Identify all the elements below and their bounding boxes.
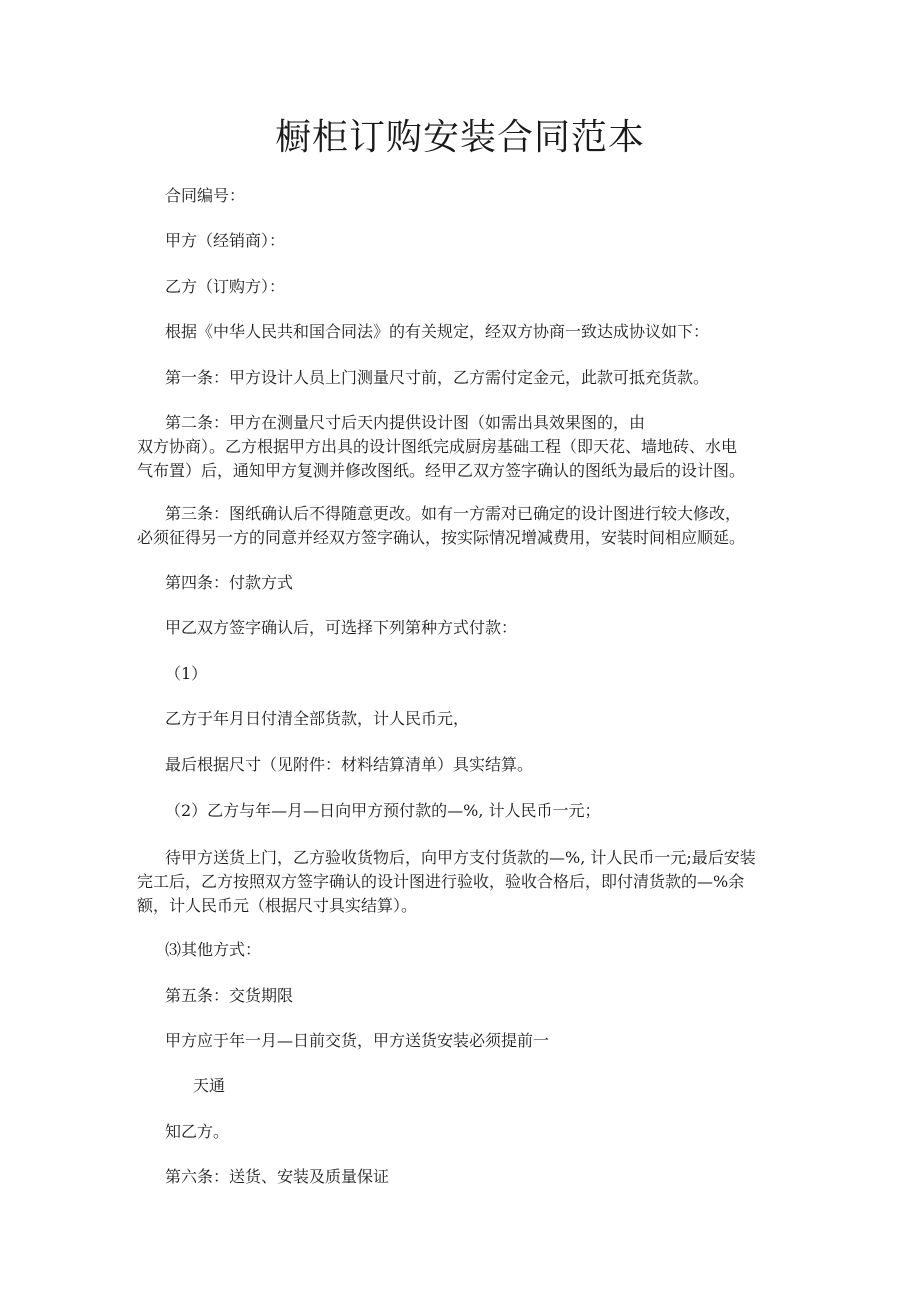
article-5-line-1: 甲方应于年一月—日前交货，甲方送货安装必须提前一: [165, 1031, 550, 1050]
option-1-line-2: 最后根据尺寸（见附件：材料结算清单）具实结算。: [165, 755, 534, 774]
preamble-paragraph: 根据《中华人民共和国合同法》的有关规定，经双方协商一致达成协议如下：: [165, 322, 710, 341]
article-5-line-2: 天通: [193, 1076, 226, 1095]
article-1-paragraph: 第一条：甲方设计人员上门测量尺寸前，乙方需付定金元，此款可抵充货款。: [165, 368, 710, 387]
article-5-title: 第五条：交货期限: [165, 986, 294, 1005]
article-2-paragraph: [137, 411, 787, 483]
option-3-line: ⑶其他方式：: [165, 940, 262, 959]
article-6-title: 第六条：送货、安装及质量保证: [165, 1167, 390, 1186]
party-b-line: 乙方（订购方）：: [165, 277, 286, 296]
article-3-line-1: 第三条：图纸确认后不得随意更改。如有一方需对已确定的设计图进行较大修改，: [165, 504, 742, 523]
option-1-label: （1）: [165, 664, 208, 683]
party-a-line: 甲方（经销商）：: [165, 231, 286, 250]
article-2-line-3: 气布置）后，通知甲方复测并修改图纸。经甲乙双方签字确认的图纸为最后的设计图。: [137, 461, 746, 480]
article-3-line-2: 必须征得另一方的同意并经双方签字确认，按实际情况增减费用，安装时间相应顺延。: [137, 528, 746, 547]
option-1-line-1: 乙方于年月日付清全部货款，计人民币元，: [165, 709, 470, 728]
article-5-line-3: 知乙方。: [165, 1122, 230, 1141]
option-2-rest-line-3: 额，计人民币元（根据尺寸具实结算）。: [137, 896, 418, 915]
article-2-line-1: 第二条：甲方在测量尺寸后天内提供设计图（如需出具效果图的，由: [165, 413, 646, 432]
contract-number-line: 合同编号：: [165, 186, 246, 205]
article-3-paragraph: [137, 502, 787, 550]
option-2-rest-line-2: 完工后，乙方按照双方签字确认的设计图进行验收，验收合格后，即付清货款的—%余: [137, 872, 745, 891]
option-2-line: （2）乙方与年—月—日向甲方预付款的—%, 计人民币一元；: [165, 801, 601, 820]
option-2-rest-line-1: 待甲方送货上门，乙方验收货物后，向甲方支付货款的—%, 计人民币一元;最后安装: [165, 848, 756, 867]
article-2-line-2: 双方协商）。乙方根据甲方出具的设计图纸完成厨房基础工程（即天花、墙地砖、水电: [137, 437, 738, 456]
option-2-paragraph: [137, 846, 787, 918]
document-title: 橱柜订购安装合同范本: [274, 117, 645, 158]
article-4-title: 第四条：付款方式: [165, 573, 294, 592]
article-4-intro: 甲乙双方签字确认后，可选择下列第种方式付款：: [165, 618, 518, 637]
